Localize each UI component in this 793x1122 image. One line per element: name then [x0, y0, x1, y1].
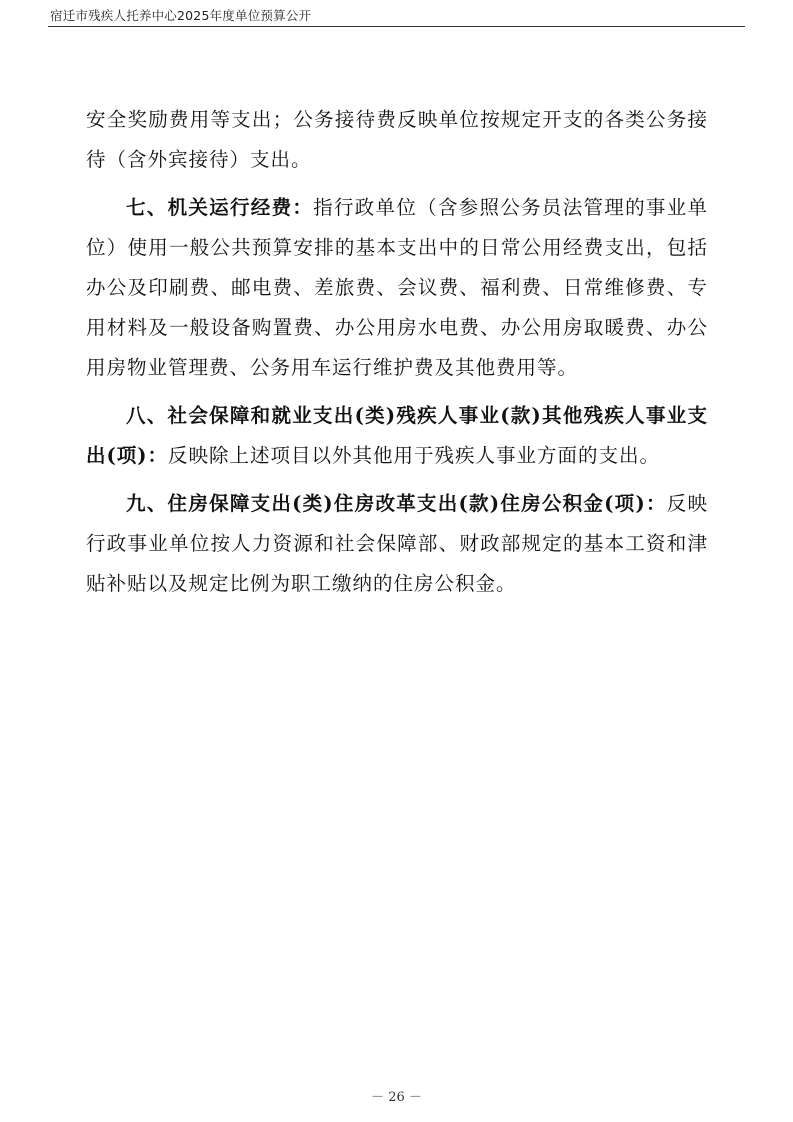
paragraph-section-7 — [86, 188, 708, 388]
paragraph-text: 指行政单位（含参照公务员法管理的事业单位）使用一般公共预算安排的基本支出中的日常公用经费支出，包括办公及印刷费、邮电费、差旅费、会议费、福利费、日常维修费、专用材料及一般设备购置费、办公用房水电费、办公用房取暖费、办公用房物业管理费、公务用车运行维护费及其他费用等。 — [86, 196, 708, 379]
running-header: 宿迁市残疾人托养中心2025年度单位预算公开 — [50, 8, 312, 23]
paragraph-section-8 — [86, 396, 708, 476]
section-heading: 八、社会保障和就业支出(类)残疾人事业(款)其他残疾人事业支出(项)： — [86, 404, 708, 467]
paragraph-continuation — [86, 100, 708, 180]
paragraph-text: 反映除上述项目以外其他用于残疾人事业方面的支出。 — [167, 444, 660, 467]
page-number: － 26 － — [371, 1090, 422, 1105]
section-heading: 七、机关运行经费： — [126, 196, 314, 219]
paragraph-section-9 — [86, 484, 708, 604]
paragraph-text: 安全奖励费用等支出；公务接待费反映单位按规定开支的各类公务接待（含外宾接待）支出。 — [86, 108, 708, 171]
section-heading: 九、住房保障支出(类)住房改革支出(款)住房公积金(项)： — [126, 492, 667, 515]
document-body — [86, 100, 708, 612]
header-rule — [48, 26, 745, 27]
paragraph-text: 反映行政事业单位按人力资源和社会保障部、财政部规定的基本工资和津贴补贴以及规定比例为职工缴纳的住房公积金。 — [86, 492, 708, 595]
